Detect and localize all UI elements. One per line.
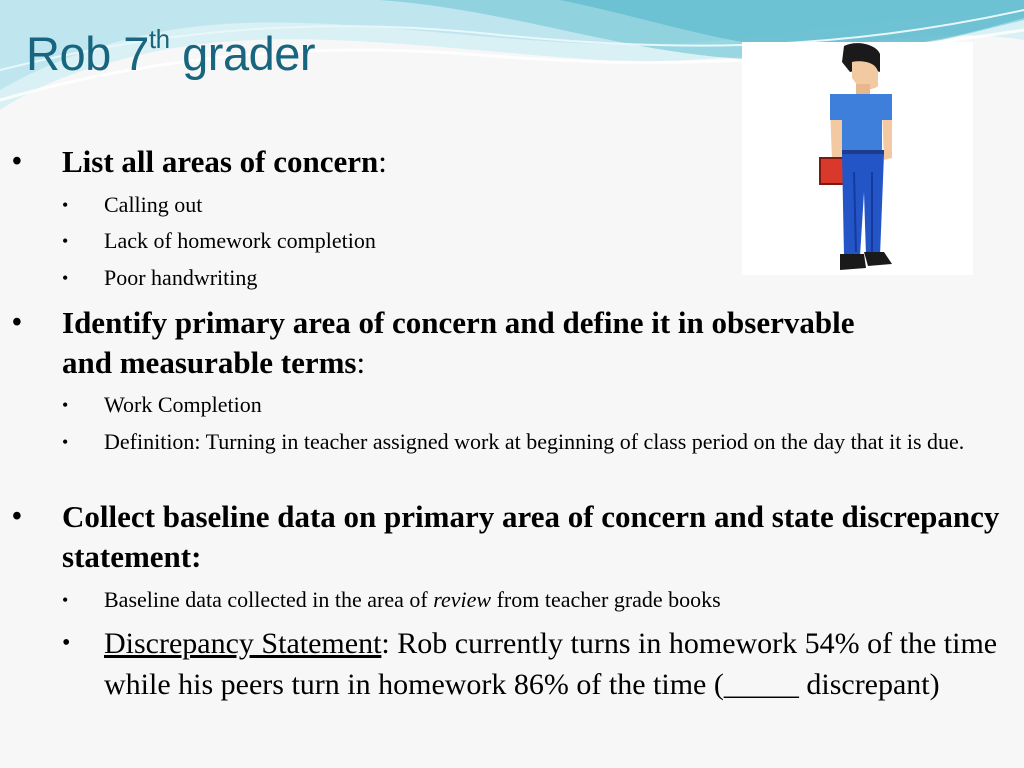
bullet-icon: • (62, 268, 69, 288)
section-heading-baseline: • Collect baseline data on primary area of concern and state discrepancy statement: (12, 499, 1000, 574)
list-item: • Definition: Turning in teacher assigned work at beginning of class period on the day that it is due. (104, 426, 1009, 458)
bullet-icon: • (62, 195, 69, 215)
bullet-icon: • (62, 395, 69, 415)
page-title: Rob 7th grader (26, 24, 316, 80)
list-item: • Baseline data collected in the area of review from teacher grade books (104, 584, 1009, 616)
list-item: • Lack of homework completion (104, 225, 1009, 257)
list-item: • Work Completion (104, 389, 1009, 421)
list-item: • Calling out (104, 189, 1009, 221)
bullet-icon: • (12, 501, 22, 532)
bullet-icon: • (62, 231, 69, 251)
bullet-icon: • (62, 590, 69, 610)
discrepancy-statement: • Discrepancy Statement: Rob currently turns in homework 54% of the time while his peers turn in homework 86% of the time (_____ discrepant) (104, 623, 1009, 705)
bullet-icon: • (62, 432, 69, 452)
section-heading-concerns: • List all areas of concern: (62, 142, 1012, 182)
section-heading-primary: • Identify primary area of concern and define it in observable and measurable terms: (12, 305, 855, 380)
bullet-icon: • (62, 630, 71, 656)
list-item: • Poor handwriting (104, 262, 1009, 294)
bullet-icon: • (12, 307, 22, 338)
bullet-icon: • (12, 146, 22, 177)
